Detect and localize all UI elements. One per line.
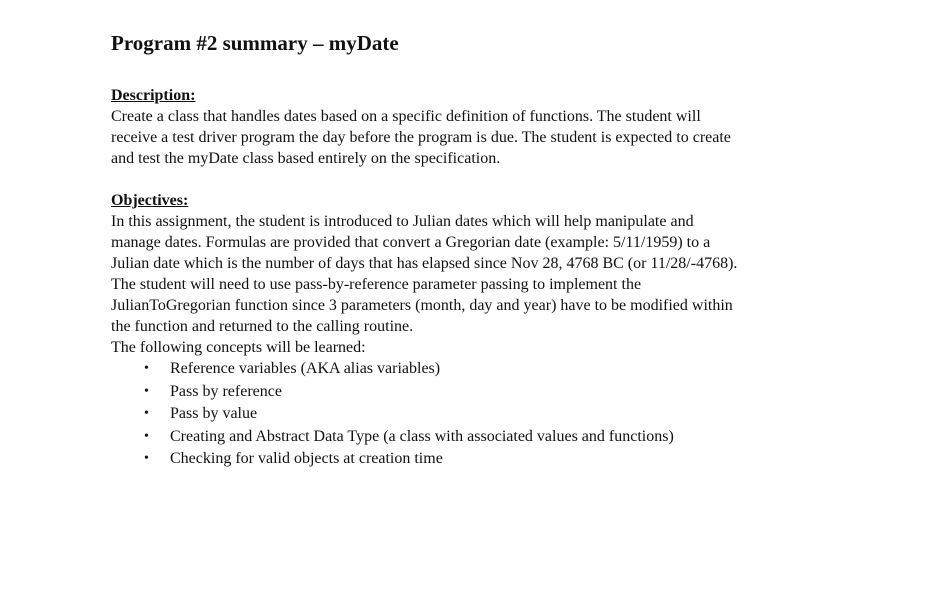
text-line: Create a class that handles dates based on a specific definition of functions. The student will (111, 108, 701, 125)
text-line: the function and returned to the calling routine. (111, 318, 414, 335)
objectives-heading: Objectives: (111, 192, 189, 209)
objectives-section (111, 190, 841, 471)
bullet-icon: • (144, 361, 149, 376)
concept-text: Pass by value (170, 405, 258, 422)
list-item (111, 381, 841, 404)
description-text (111, 106, 841, 169)
concept-text: Checking for valid objects at creation time (170, 450, 443, 467)
text-line: JulianToGregorian function since 3 parameters (month, day and year) have to be modified within (111, 297, 733, 314)
objectives-text (111, 211, 841, 358)
concept-text: Creating and Abstract Data Type (a class with associated values and functions) (170, 427, 674, 445)
text-line: The student will need to use pass-by-reference parameter passing to implement the (111, 276, 642, 293)
section-spacer (111, 169, 841, 190)
bullet-icon: • (144, 428, 149, 444)
document-title: Program #2 summary – myDate (111, 31, 399, 55)
concepts-list (111, 358, 841, 471)
concept-text: Pass by reference (170, 382, 282, 400)
text-line: and test the myDate class based entirely on the specification. (111, 150, 501, 167)
text-line: In this assignment, the student is introduced to Julian dates which will help manipulate and (111, 213, 694, 230)
description-section (111, 85, 841, 169)
list-item (111, 448, 841, 471)
list-item (111, 403, 841, 426)
text-line: manage dates. Formulas are provided that convert a Gregorian date (example: 5/11/1959) to a (111, 234, 711, 251)
list-item (111, 426, 841, 449)
text-line: receive a test driver program the day before the program is due. The student is expected to create (111, 129, 731, 146)
bullet-icon: • (144, 451, 149, 466)
list-item (111, 358, 841, 381)
description-heading: Description: (111, 87, 196, 104)
bullet-icon: • (144, 406, 149, 421)
concept-text: Reference variables (AKA alias variables) (170, 360, 441, 377)
document-page (111, 30, 841, 471)
text-line: The following concepts will be learned: (111, 339, 366, 356)
text-line: Julian date which is the number of days that has elapsed since Nov 28, 4768 BC (or 11/28/-4768). (111, 255, 738, 272)
bullet-icon: • (144, 383, 149, 399)
